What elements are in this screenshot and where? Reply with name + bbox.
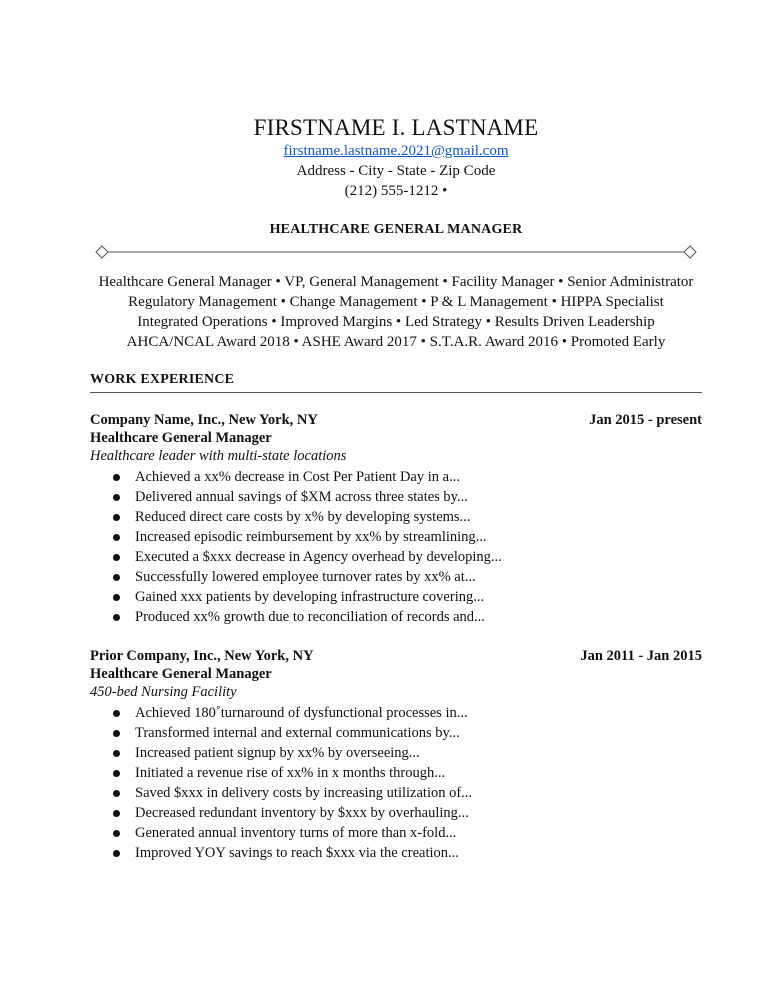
list-item <box>90 587 702 607</box>
keyword-line: Integrated Operations • Improved Margins • Led Strategy • Results Driven Leadership <box>137 314 655 330</box>
bullet-icon <box>113 790 120 797</box>
list-item <box>90 507 702 527</box>
list-item <box>90 547 702 567</box>
bullet-icon <box>113 810 120 817</box>
list-item <box>90 703 702 723</box>
bullet-text: Achieved 180˚turnaround of dysfunctional processes in... <box>135 705 468 721</box>
bullet-icon <box>113 770 120 777</box>
left-diamond-icon <box>96 246 108 258</box>
bullet-text: Initiated a revenue rise of xx% in x months through... <box>135 765 446 781</box>
address-line: Address - City - State - Zip Code <box>296 163 496 179</box>
company-name: Company Name, Inc., New York, NY <box>90 412 318 428</box>
keyword-line: Regulatory Management • Change Management • P & L Management • HIPPA Specialist <box>128 294 664 310</box>
bullet-icon <box>113 534 120 541</box>
bullet-icon <box>113 710 120 717</box>
section-divider <box>90 392 702 393</box>
bullet-text: Increased patient signup by xx% by overseeing... <box>135 745 420 761</box>
bullet-icon <box>113 830 120 837</box>
email-line <box>90 143 702 160</box>
bullet-text: Gained xxx patients by developing infrastructure covering... <box>135 589 485 605</box>
job-title: Healthcare General Manager <box>90 430 272 446</box>
bullet-icon <box>113 474 120 481</box>
job-entry <box>90 411 702 627</box>
bullet-icon <box>113 554 120 561</box>
right-diamond-icon <box>684 246 696 258</box>
keywords-block <box>90 272 702 352</box>
list-item <box>90 467 702 487</box>
professional-headline: HEALTHCARE GENERAL MANAGER <box>269 222 523 237</box>
job-subtitle: 450-bed Nursing Facility <box>90 684 237 700</box>
list-item <box>90 743 702 763</box>
bullet-icon <box>113 574 120 581</box>
job-entry <box>90 647 702 863</box>
bullet-icon <box>113 514 120 521</box>
bullet-text: Transformed internal and external communications by... <box>135 725 460 741</box>
job-header <box>90 647 702 665</box>
list-item <box>90 567 702 587</box>
bullet-icon <box>113 594 120 601</box>
list-item <box>90 823 702 843</box>
list-item <box>90 843 702 863</box>
diamond-divider <box>94 244 698 260</box>
bullet-text: Successfully lowered employee turnover rates by xx% at... <box>135 569 476 585</box>
bullet-text: Delivered annual savings of $XM across three states by... <box>135 489 468 505</box>
bullet-icon <box>113 850 120 857</box>
bullet-text: Saved $xxx in delivery costs by increasing utilization of... <box>135 785 473 801</box>
job-header <box>90 411 702 429</box>
job-subtitle: Healthcare leader with multi-state locations <box>90 448 347 464</box>
bullet-text: Generated annual inventory turns of more than x-fold... <box>135 825 457 841</box>
keyword-line: Healthcare General Manager • VP, General Management • Facility Manager • Senior Administrator <box>98 274 694 290</box>
list-item <box>90 803 702 823</box>
list-item <box>90 607 702 627</box>
job-title: Healthcare General Manager <box>90 666 272 682</box>
job-dates: Jan 2011 - Jan 2015 <box>580 648 702 664</box>
bullet-icon <box>113 750 120 757</box>
keyword-line: AHCA/NCAL Award 2018 • ASHE Award 2017 • S.T.A.R. Award 2016 • Promoted Early <box>126 334 666 350</box>
bullet-text: Reduced direct care costs by x% by developing systems... <box>135 509 471 525</box>
bullet-text: Improved YOY savings to reach $xxx via the creation... <box>135 845 459 861</box>
bullet-text: Increased episodic reimbursement by xx% by streamlining... <box>135 529 487 545</box>
bullet-text: Achieved a xx% decrease in Cost Per Patient Day in a... <box>135 469 460 485</box>
bullet-icon <box>113 494 120 501</box>
phone-line: (212) 555-1212 • <box>344 183 448 199</box>
bullet-icon <box>113 730 120 737</box>
bullet-text: Produced xx% growth due to reconciliation of records and... <box>135 609 485 625</box>
job-dates: Jan 2015 - present <box>589 412 702 428</box>
achievement-list <box>90 703 702 863</box>
list-item <box>90 723 702 743</box>
email-link[interactable]: firstname.lastname.2021@gmail.com <box>283 143 509 159</box>
section-title-work-experience: WORK EXPERIENCE <box>90 372 235 387</box>
list-item <box>90 783 702 803</box>
list-item <box>90 763 702 783</box>
achievement-list <box>90 467 702 627</box>
bullet-text: Decreased redundant inventory by $xxx by overhauling... <box>135 805 469 821</box>
candidate-name: FIRSTNAME I. LASTNAME <box>253 115 539 140</box>
bullet-text: Executed a $xxx decrease in Agency overhead by developing... <box>135 549 502 565</box>
list-item <box>90 527 702 547</box>
company-name: Prior Company, Inc., New York, NY <box>90 648 314 664</box>
bullet-icon <box>113 614 120 621</box>
list-item <box>90 487 702 507</box>
